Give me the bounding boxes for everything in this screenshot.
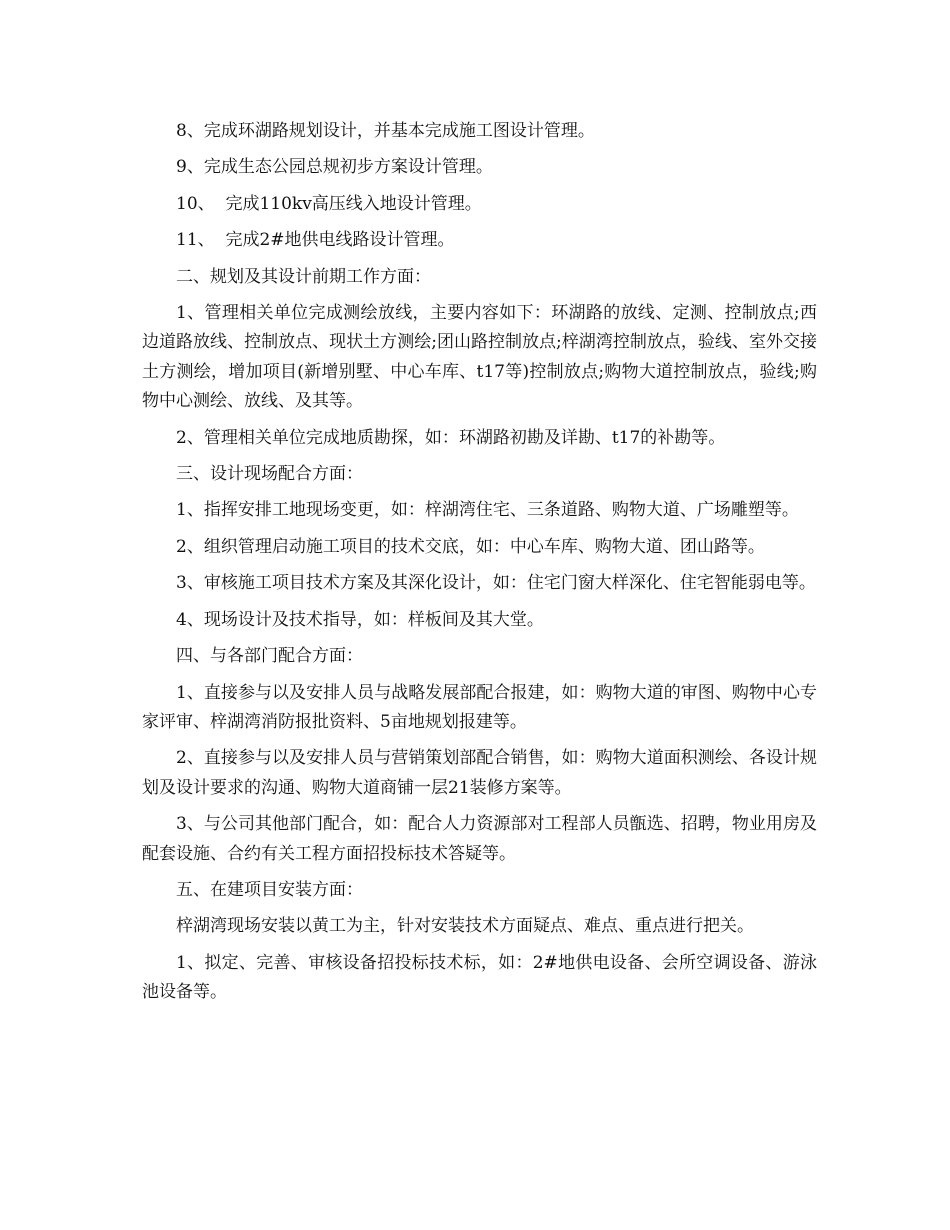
paragraph: 2、管理相关单位完成地质勘探，如：环湖路初勘及详勘、t17的补勘等。 xyxy=(176,427,726,448)
paragraph: 梓湖湾现场安装以黄工为主，针对安装技术方面疑点、难点、重点进行把关。 xyxy=(176,916,754,937)
section-heading: 四、与各部门配合方面： xyxy=(176,646,363,667)
paragraph: 1、管理相关单位完成测绘放线，主要内容如下：环湖路的放线、定测、控制放点;西边道路放线、控制放点、现状土方测绘;团山路控制放点;梓湖湾控制放点，验线、室外交接土方测绘，增加项目(新增别墅、中心车库、t17等)控制放点;购物大道控制放点，验线;购物中心测绘、放线、及其等。 xyxy=(142,303,817,412)
document-body xyxy=(142,117,817,1008)
section-heading: 五、在建项目安装方面： xyxy=(176,879,363,900)
section-heading: 二、规划及其设计前期工作方面： xyxy=(176,266,431,287)
paragraph: 11、 完成2#地供电线路设计管理。 xyxy=(176,230,455,251)
paragraph: 8、完成环湖路规划设计，并基本完成施工图设计管理。 xyxy=(176,121,595,141)
paragraph: 4、现场设计及技术指导，如：样板间及其大堂。 xyxy=(176,609,544,630)
section-heading: 三、设计现场配合方面： xyxy=(176,464,363,485)
paragraph: 3、与公司其他部门配合，如：配合人力资源部对工程部人员甑选、招聘，物业用房及配套设施、合约有关工程方面招投标技术答疑等。 xyxy=(142,814,817,864)
paragraph: 10、 完成110kv高压线入地设计管理。 xyxy=(176,193,482,214)
paragraph: 1、拟定、完善、审核设备招投标技术标，如：2#地供电设备、会所空调设备、游泳池设备等。 xyxy=(142,952,817,1003)
paragraph: 2、直接参与以及安排人员与营销策划部配合销售，如：购物大道面积测绘、各设计规划及设计要求的沟通、购物大道商铺一层21装修方案等。 xyxy=(142,748,817,798)
paragraph: 9、完成生态公园总规初步方案设计管理。 xyxy=(176,157,493,178)
paragraph: 1、指挥安排工地现场变更，如：梓湖湾住宅、三条道路、购物大道、广场雕塑等。 xyxy=(176,500,799,521)
paragraph: 3、审核施工项目技术方案及其深化设计，如：住宅门窗大样深化、住宅智能弱电等。 xyxy=(176,573,816,594)
paragraph: 2、组织管理启动施工项目的技术交底，如：中心车库、购物大道、团山路等。 xyxy=(176,536,765,557)
paragraph: 1、直接参与以及安排人员与战略发展部配合报建，如：购物大道的审图、购物中心专家评审、梓湖湾消防报批资料、5亩地规划报建等。 xyxy=(142,682,817,732)
